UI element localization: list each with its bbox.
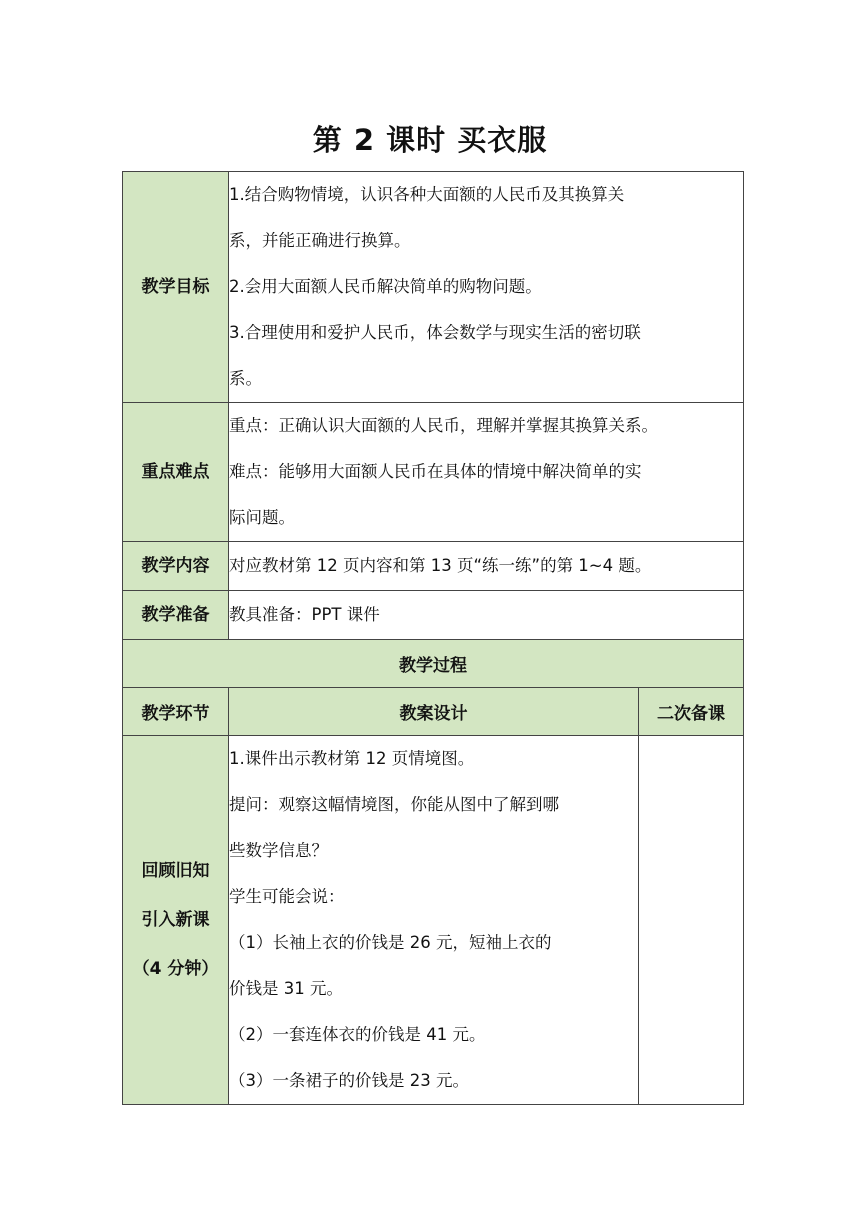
column-header-stage: 教学环节 [123,688,229,736]
goal-line: 系，并能正确进行换算。 [229,231,411,250]
design-line: （1）长袖上衣的价钱是 26 元，短袖上衣的 [229,933,552,952]
lesson-plan-table [122,171,744,1105]
process-header: 教学过程 [123,640,744,688]
column-header-design: 教案设计 [229,688,639,736]
stage-1-label [123,736,229,1105]
design-line: （2）一套连体衣的价钱是 41 元。 [229,1025,486,1044]
row-preparation [123,591,744,640]
goal-line: 系。 [229,369,262,388]
goal-line: 2.会用大面额人民币解决简单的购物问题。 [229,277,542,296]
key-point-line: 重点：正确认识大面额的人民币，理解并掌握其换算关系。 [229,416,658,435]
row-teaching-content [123,542,744,591]
stage-1-design [229,736,639,1105]
design-line: 价钱是 31 元。 [229,979,343,998]
row-teaching-goals [123,172,744,403]
stage-1-revision [639,736,744,1105]
design-line: 些数学信息？ [229,841,328,860]
stage-1-label-line: 引入新课 [141,909,210,930]
label-key-points: 重点难点 [123,403,229,542]
key-point-line: 际问题。 [229,508,295,527]
row-process-header [123,640,744,688]
design-line: 1.课件出示教材第 12 页情境图。 [229,749,475,768]
stage-1-label-line: 回顾旧知 [141,860,210,881]
page-title: 第 2 课时 买衣服 [312,123,548,157]
design-line: （3）一条裙子的价钱是 23 元。 [229,1071,469,1090]
key-points-content [229,403,744,542]
row-stage-1 [123,736,744,1105]
key-point-line: 难点：能够用大面额人民币在具体的情境中解决简单的实 [229,462,642,481]
stage-1-duration: （4 分钟） [132,958,219,979]
row-key-points [123,403,744,542]
design-line: 提问：观察这幅情境图，你能从图中了解到哪 [229,795,559,814]
design-line: 学生可能会说： [229,887,345,906]
teaching-goals-content [229,172,744,403]
preparation-text: 教具准备：PPT 课件 [229,591,744,640]
teaching-content-text: 对应教材第 12 页内容和第 13 页“练一练”的第 1~4 题。 [229,542,744,591]
goal-line: 1.结合购物情境，认识各种大面额的人民币及其换算关 [229,185,625,204]
column-header-revision: 二次备课 [639,688,744,736]
label-preparation: 教学准备 [123,591,229,640]
row-column-headers [123,688,744,736]
label-teaching-content: 教学内容 [123,542,229,591]
label-teaching-goals: 教学目标 [123,172,229,403]
goal-line: 3.合理使用和爱护人民币，体会数学与现实生活的密切联 [229,323,641,342]
